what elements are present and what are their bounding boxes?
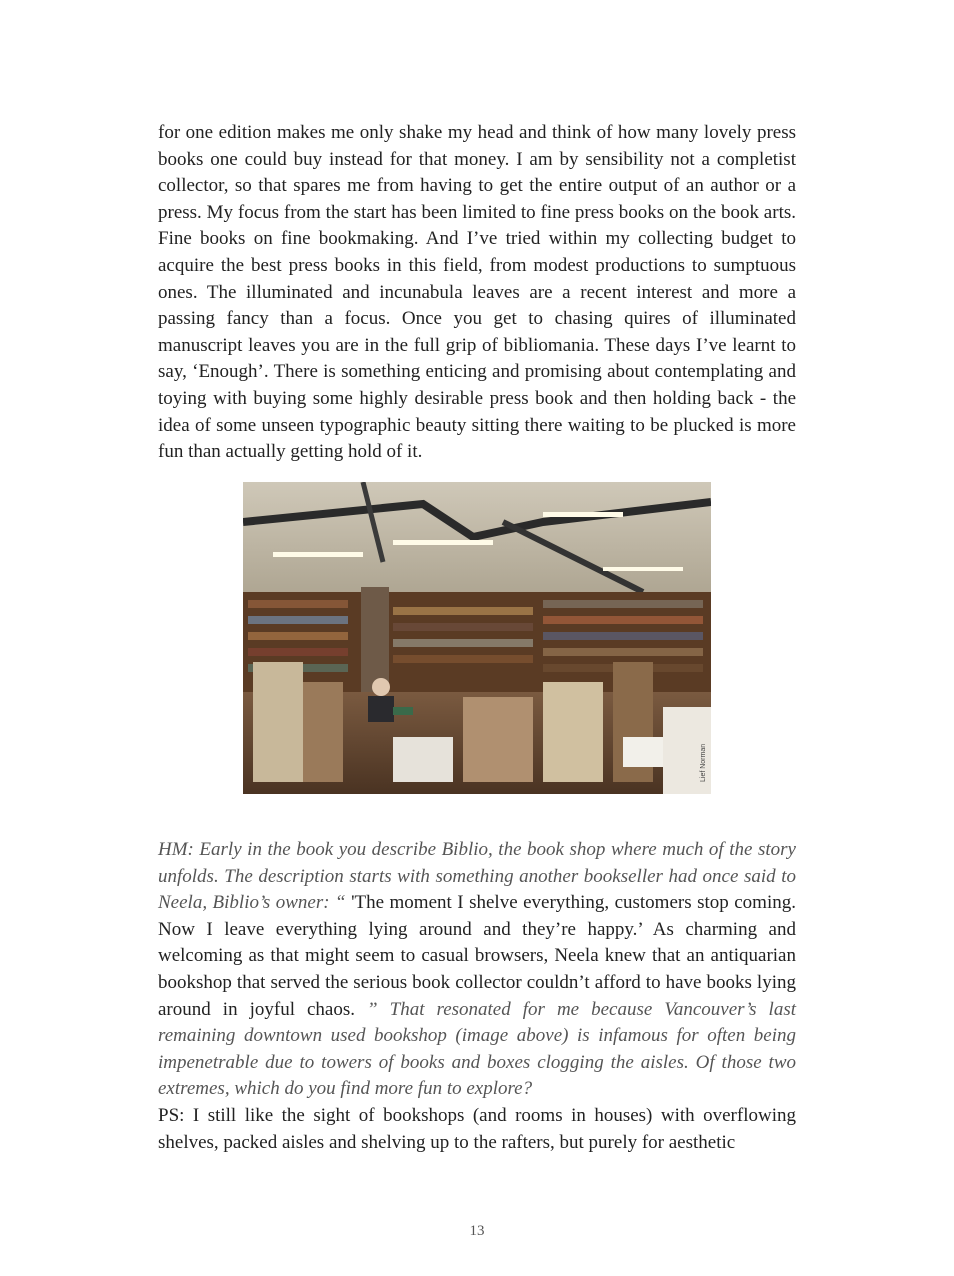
hm-quote: 'The moment I shelve everything, customers stop coming. Now I leave everything lying around and they’re happy.’ As charming and welcoming as that might seem to casual browsers, Neela knew that an antiquarian bookshop that served the serious book collector couldn’t afford to have books lying around in joyful chaos. [158, 892, 796, 1020]
paragraph-text: for one edition makes me only shake my head and think of how many lovely press books one could buy instead for that money. I am by sensibility not a completist collector, so that spares me from having to get the entire output of an author or a press. My focus from the start has been limited to fine press books on the book arts. Fine books on fine bookmaking. And I’ve tried within my collecting budget to acquire the best press books in this field, from modest productions to sumptuous ones. The illuminated and incunabula leaves are a recent interest and more a passing fancy than a focus. Once you get to chasing quires of illuminated manuscript leaves you are in the full grip of bibliomania. These days I’ve learnt to say, ‘Enough’. There is something enticing and promising about contemplating and toying with buying some highly desirable press book and then holding back - the idea of some unseen typographic beauty sitting there waiting to be plucked is more fun than actually getting hold of it. [158, 122, 796, 463]
hm-intro: HM: Early in the book you describe Biblio, the book shop where much of the story unfolds. The description starts with something another bookseller had once said to Neela, Biblio’s owner: “ [158, 839, 796, 914]
photo-credit: Lief Norman [700, 743, 707, 782]
ps-reply: PS: I still like the sight of bookshops (and rooms in houses) with overflowing shelves, packed aisles and shelving up to the rafters, but purely for aesthetic [158, 1104, 796, 1153]
body-paragraph [158, 120, 796, 466]
hm-followup: ” That resonated for me because Vancouver’s last remaining downtown used bookshop (image above) is infamous for often being impenetrable due to towers of books and boxes clogging the aisles. Of those two extremes, which do you find more fun to explore? [158, 998, 796, 1100]
bookshop-photo [243, 482, 711, 794]
hm-question [158, 837, 796, 1103]
interview-section [158, 837, 796, 1156]
page-number: 13 [469, 1223, 485, 1239]
